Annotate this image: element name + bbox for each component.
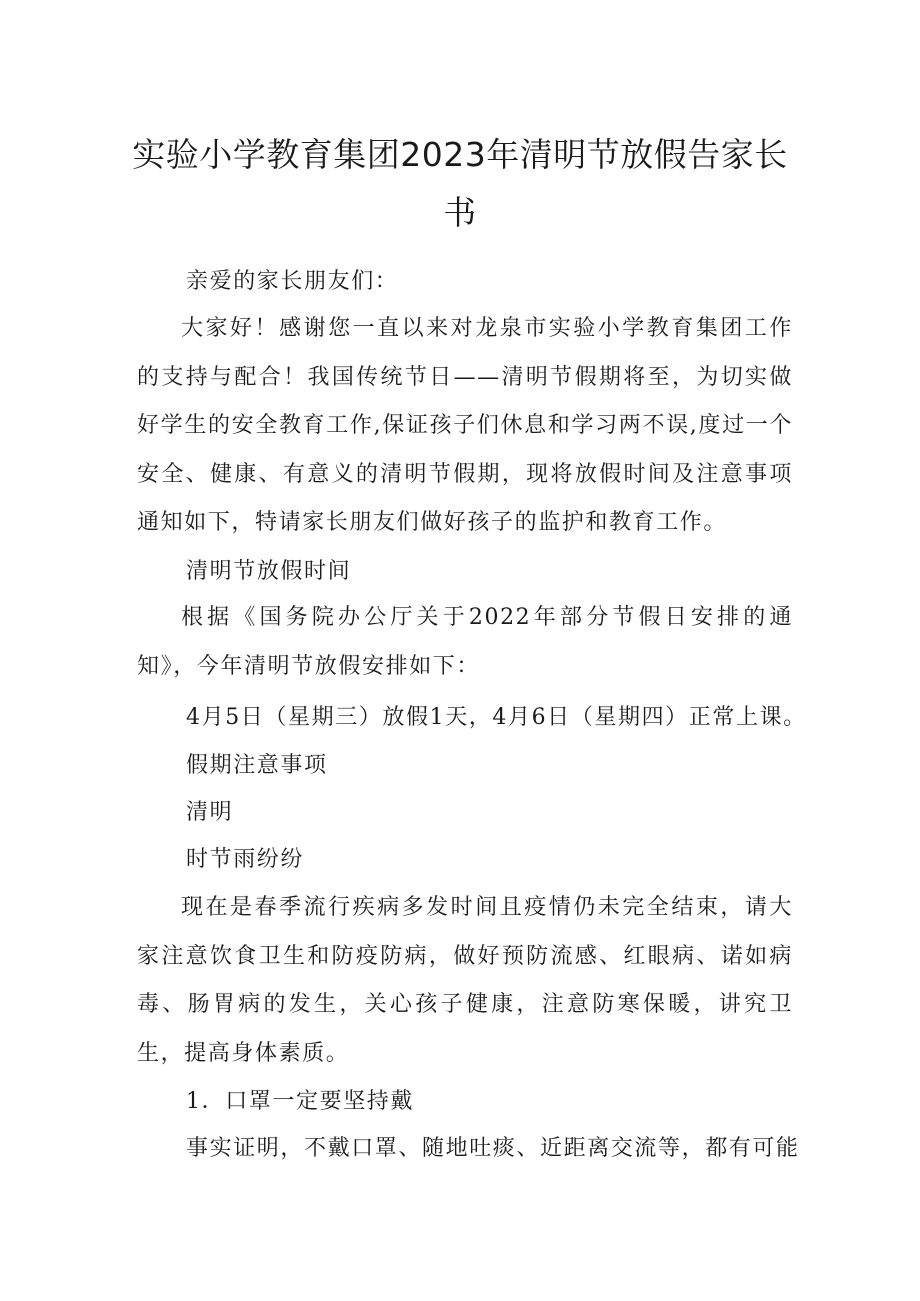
section-heading-precautions: 假期注意事项 bbox=[186, 753, 328, 778]
poem-line-1: 清明 bbox=[186, 800, 234, 825]
intro-paragraph: 大家好！感谢您一直以来对龙泉市实验小学教育集团工作的支持与配合！我国传统节日——清明节假期将至，为切实做好学生的安全教育工作,保证孩子们休息和学习两不误,度过一个安全、健康、有意义的清明节假期，现将放假时间及注意事项通知如下，特请家长朋友们做好孩子的监护和教育工作。 bbox=[137, 316, 793, 535]
document-title: 实验小学教育集团2023年清明节放假告家长书 bbox=[132, 135, 788, 232]
holiday-schedule: 4月5日（星期三）放假1天，4月6日（星期四）正常上课。 bbox=[186, 705, 807, 730]
health-paragraph-block bbox=[137, 884, 793, 1078]
section-heading-holiday-time: 清明节放假时间 bbox=[186, 559, 352, 584]
intro-paragraph-block bbox=[137, 305, 793, 548]
item-1-heading: 1．口罩一定要坚持戴 bbox=[186, 1089, 414, 1114]
holiday-notice-block bbox=[137, 594, 793, 691]
poem-line-2: 时节雨纷纷 bbox=[186, 847, 305, 872]
health-paragraph: 现在是春季流行疾病多发时间且疫情仍未完全结束，请大家注意饮食卫生和防疫防病，做好预防流感、红眼病、诺如病毒、肠胃病的发生，关心孩子健康，注意防寒保暖，讲究卫生，提高身体素质。 bbox=[137, 895, 793, 1066]
greeting: 亲爱的家长朋友们： bbox=[186, 269, 399, 294]
holiday-notice-paragraph: 根据《国务院办公厅关于2022年部分节假日安排的通知》，今年清明节放假安排如下： bbox=[137, 605, 793, 679]
item-1-text: 事实证明，不戴口罩、随地吐痰、近距离交流等，都有可能 bbox=[186, 1136, 800, 1161]
